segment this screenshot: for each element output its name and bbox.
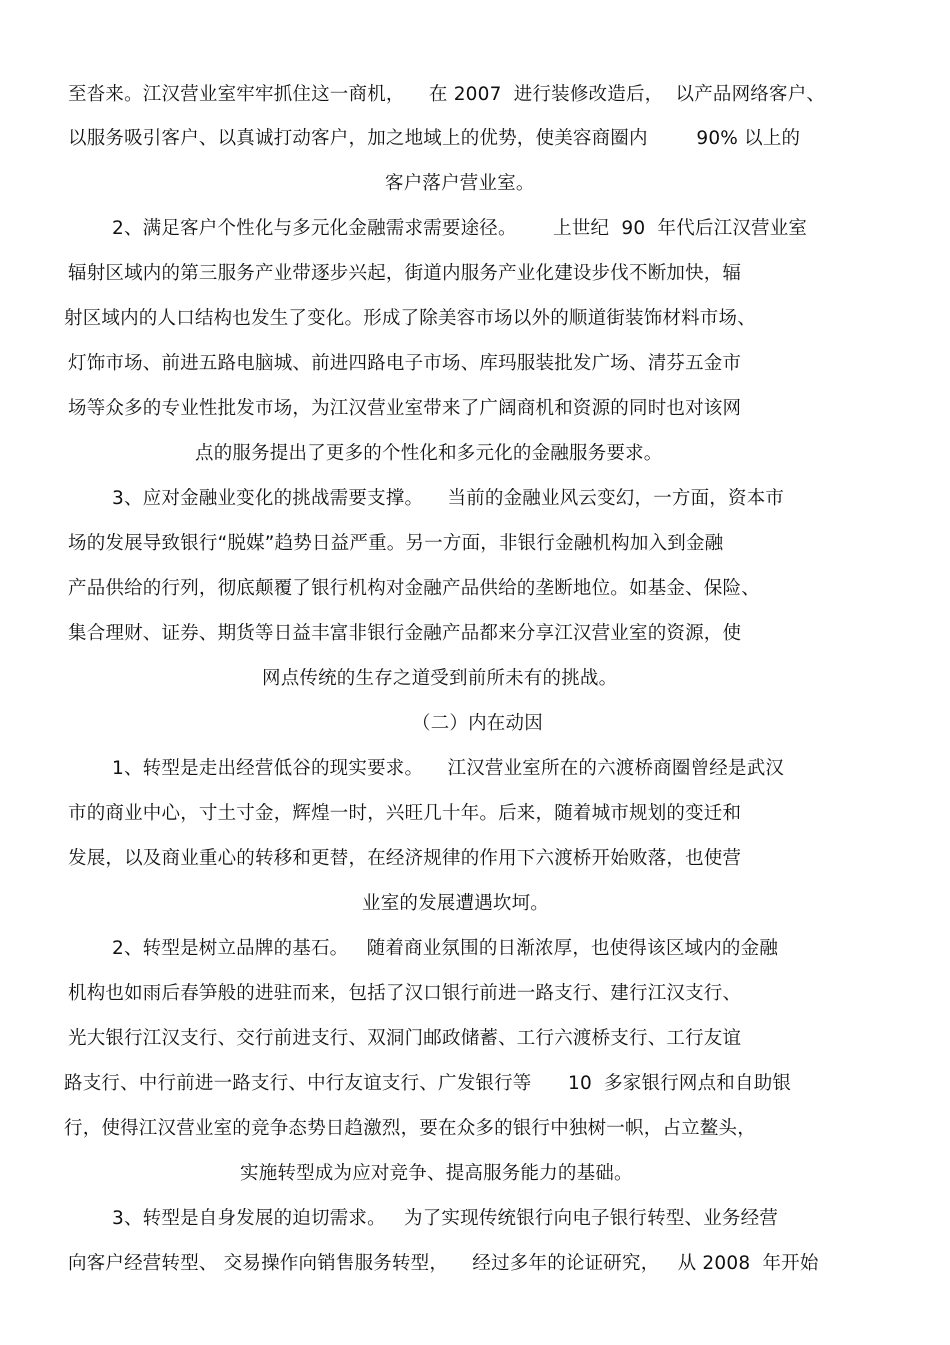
text-line: 至沓来。江汉营业室牢牢抓住这一商机， 在 2007 进行装修改造后， 以产品网络客户、 [68,84,826,105]
text-line: 以服务吸引客户、以真诚打动客户，加之地域上的优势，使美容商圈内 90% 以上的 [68,128,801,149]
text-line: 2、满足客户个性化与多元化金融需求需要途径。 上世纪 90 年代后江汉营业室 [112,218,808,239]
text-line: 场等众多的专业性批发市场，为江汉营业室带来了广阔商机和资源的同时也对该网 [68,398,742,419]
text-line: 场的发展导致银行“脱媒”趋势日益严重。另一方面，非银行金融机构加入到金融 [68,533,724,554]
text-line: 业室的发展遭遇坎坷。 [362,893,550,914]
text-line: 市的商业中心，寸土寸金，辉煌一时，兴旺几十年。后来，随着城市规划的变迁和 [68,803,742,824]
text-line: 网点传统的生存之道受到前所未有的挑战。 [262,668,618,689]
text-line: 发展，以及商业重心的转移和更替，在经济规律的作用下六渡桥开始败落，也使营 [68,848,742,869]
text-line: 射区域内的人口结构也发生了变化。形成了除美容市场以外的顺道街装饰材料市场、 [64,308,756,329]
text-line: 机构也如雨后春笋般的进驻而来，包括了汉口银行前进一路支行、建行江汉支行、 [68,983,742,1004]
text-line: 向客户经营转型、 交易操作向销售服务转型， 经过多年的论证研究， 从 2008 年开始 [68,1253,819,1274]
text-line: 产品供给的行列，彻底颠覆了银行机构对金融产品供给的垄断地位。如基金、保险、 [68,578,760,599]
text-line: 3、应对金融业变化的挑战需要支撑。 当前的金融业风云变幻，一方面，资本市 [112,488,785,509]
text-line: 灯饰市场、前进五路电脑城、前进四路电子市场、库玛服装批发广场、清芬五金市 [68,353,742,374]
text-line: 行，使得江汉营业室的竞争态势日趋激烈，要在众多的银行中独树一帜，占立鳌头， [64,1118,756,1139]
text-line: 1、转型是走出经营低谷的现实要求。 江汉营业室所在的六渡桥商圈曾经是武汉 [112,758,785,779]
text-line: 点的服务提出了更多的个性化和多元化的金融服务要求。 [195,443,663,464]
text-line: 实施转型成为应对竞争、提高服务能力的基础。 [240,1163,633,1184]
text-line: 集合理财、证券、期货等日益丰富非银行金融产品都来分享江汉营业室的资源，使 [68,623,742,644]
text-line: 路支行、中行前进一路支行、中行友谊支行、广发银行等 10 多家银行网点和自助银 [64,1073,792,1094]
text-line: 3、转型是自身发展的迫切需求。 为了实现传统银行向电子银行转型、业务经营 [112,1208,779,1229]
text-line: 客户落户营业室。 [385,173,535,194]
text-line: 辐射区域内的第三服务产业带逐步兴起，街道内服务产业化建设步伐不断加快，辐 [68,263,742,284]
section-heading: （二）内在动因 [412,713,543,734]
text-line: 光大银行江汉支行、交行前进支行、双洞门邮政储蓄、工行六渡桥支行、工行友谊 [68,1028,742,1049]
text-line: 2、转型是树立品牌的基石。 随着商业氛围的日渐浓厚，也使得该区域内的金融 [112,938,779,959]
